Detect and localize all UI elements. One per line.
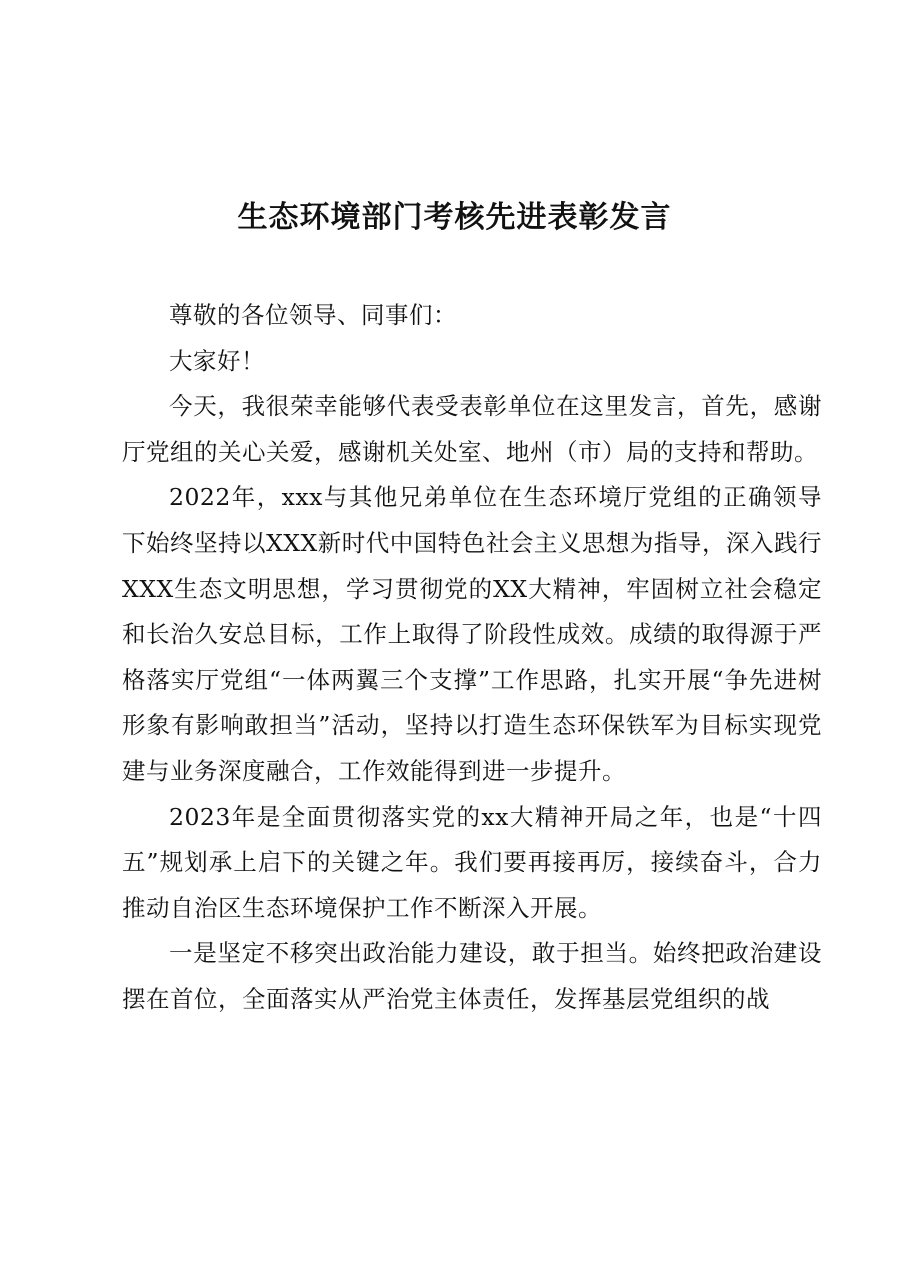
greeting-paragraph: 大家好！ <box>169 346 265 375</box>
body-paragraph: 2022年，xxx与其他兄弟单位在生态环境厅党组的正确领导下始终坚持以XXX新时代中国特色社会主义思想为指导，深入践行XXX生态文明思想，学习贯彻党的XX大精神，牢固树立社会稳定和长治久安总目标，工作上取得了阶段性成效。成绩的取得源于严格落实厅党组“一体两翼三个支撑”工作思路，扎实开展“争先进树形象有影响敢担当”活动，坚持以打造生态环保铁军为目标实现党建与业务深度融合，工作效能得到进一步提升。 <box>122 483 822 785</box>
body-paragraph: 一是坚定不移突出政治能力建设，敢于担当。始终把政治建设摆在首位，全面落实从严治党主体责任，发挥基层党组织的战 <box>122 939 822 1013</box>
body-paragraph: 2023年是全面贯彻落实党的xx大精神开局之年，也是“十四五”规划承上启下的关键之年。我们要再接再厉，接续奋斗，合力推动自治区生态环境保护工作不断深入开展。 <box>122 802 822 922</box>
document-body <box>122 293 822 1023</box>
body-paragraph: 今天，我很荣幸能够代表受表彰单位在这里发言，首先，感谢厅党组的关心关爱，感谢机关处室、地州（市）局的支持和帮助。 <box>122 392 822 466</box>
document-title: 生态环境部门考核先进表彰发言 <box>237 200 672 235</box>
salutation-paragraph: 尊敬的各位领导、同事们： <box>169 301 457 329</box>
